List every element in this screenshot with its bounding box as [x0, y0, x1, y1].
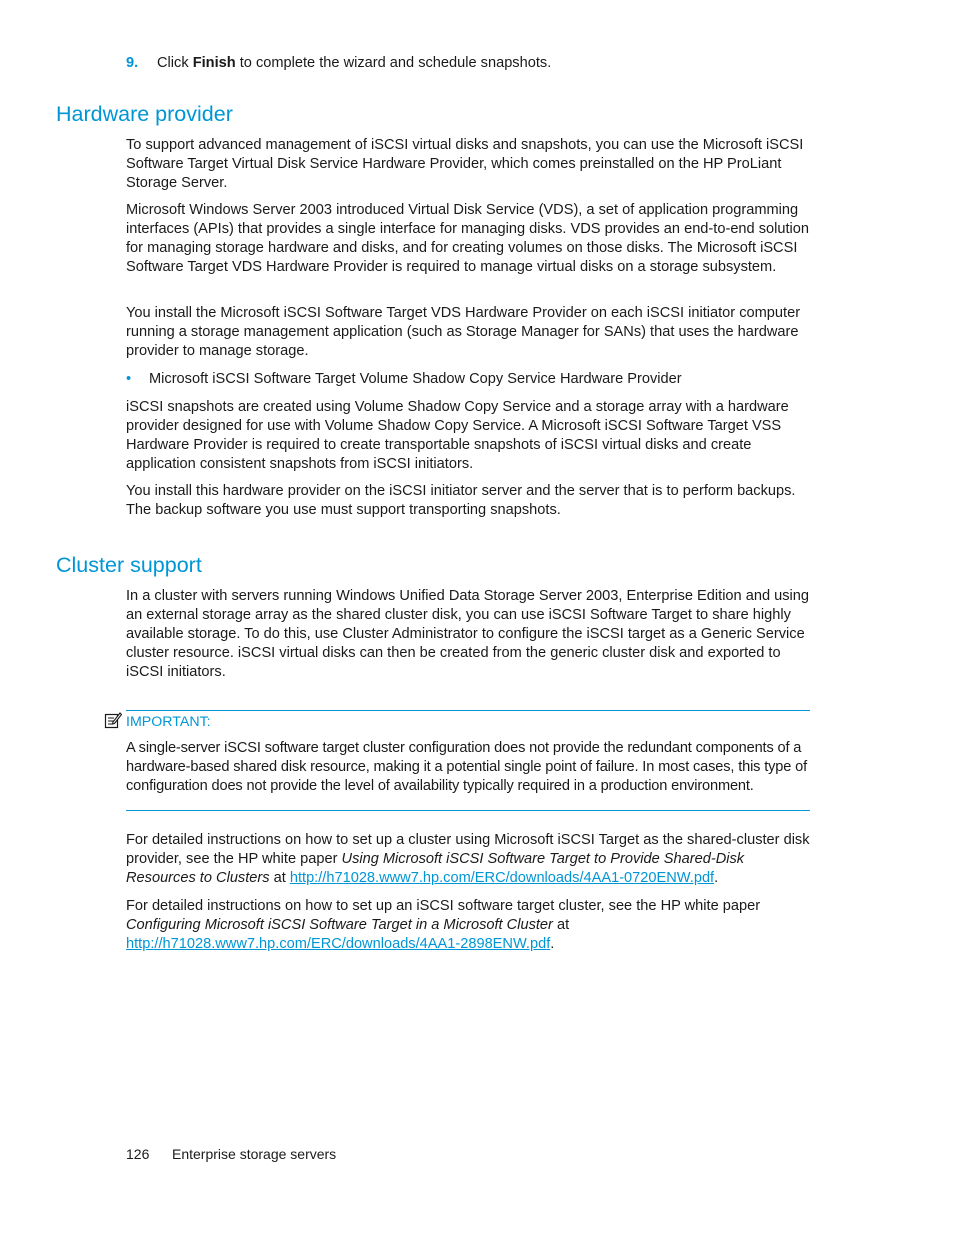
- p3-end: .: [550, 935, 555, 952]
- p3-at: at: [552, 916, 570, 933]
- hw-paragraph-2: Microsoft Windows Server 2003 introduced Virtual Disk Service (VDS), a set of application programming interfaces (APIs) that provides a single interface for managing disks. VDS provides an end-to-end solution for managing storage hardware and disks, and for creating volumes on those disks. The Microsoft iSCSI Software Target VDS Hardware Provider is required to manage virtual disks on a storage subsystem.: [126, 202, 810, 275]
- hw-paragraph-4: iSCSI snapshots are created using Volume Shadow Copy Service and a storage array with a hardware provider designed for use with Volume Shadow Copy Service. A Microsoft iSCSI Software Target VSS Hardware Provider is required to create transportable snapshots of iSCSI virtual disks and create application consistent snapshots from iSCSI initiators.: [126, 399, 789, 472]
- p3-paper-title: Configuring Microsoft iSCSI Software Target in a Microsoft Cluster: [126, 916, 553, 933]
- hw-paragraph-5: You install this hardware provider on the iSCSI initiator server and the server that is to perform backups. The backup software you use must support transporting snapshots.: [126, 483, 796, 518]
- heading-cluster-support: Cluster support: [56, 553, 202, 577]
- hw-paragraph-1: To support advanced management of iSCSI virtual disks and snapshots, you can use the Microsoft iSCSI Software Target Virtual Disk Service Hardware Provider, which comes preinstalled on the HP ProLiant Storage Server.: [126, 137, 804, 191]
- note-top-rule: [126, 710, 810, 711]
- step-text-pre: Click: [157, 55, 193, 71]
- note-pencil-icon: [104, 711, 122, 729]
- finish-term: Finish: [192, 55, 236, 71]
- cluster-paragraph-2: [126, 831, 816, 888]
- page-footer: [126, 1145, 336, 1164]
- p2-at: at: [269, 869, 290, 886]
- cluster-paragraph-1: In a cluster with servers running Windows Unified Data Storage Server 2003, Enterprise Edition and using an external storage array as the shared cluster disk, you can use iSCSI Software Target to share highly available storage. To do this, use Cluster Administrator to configure the iSCSI target as a Generic Service cluster resource. iSCSI virtual disks can then be created from the generic cluster disk and exported to iSCSI initiators.: [126, 588, 810, 680]
- footer-section: Enterprise storage servers: [172, 1146, 337, 1162]
- note-bottom-rule: [126, 810, 810, 811]
- bullet-mark: •: [126, 371, 132, 387]
- p3-text: For detailed instructions on how to set up an iSCSI software target cluster, see the HP white paper: [126, 898, 761, 914]
- step-number: 9.: [126, 55, 139, 71]
- p2-end: .: [714, 869, 719, 886]
- p2-text: For detailed instructions on how to set up a cluster using Microsoft iSCSI Target as the shared-cluster disk provider, see the HP white paper: [126, 832, 810, 867]
- hw-paragraph-3: You install the Microsoft iSCSI Software Target VDS Hardware Provider on each iSCSI initiator computer running a storage management application (such as Storage Manager for SANs) that uses the hardware provider to manage storage.: [126, 305, 801, 359]
- link-4aa1-0720enw[interactable]: http://h71028.www7.hp.com/ERC/downloads/4AA1-0720ENW.pdf: [289, 869, 715, 886]
- p2-paper-title: Using Microsoft iSCSI Software Target to Provide Shared-Disk Resources to Clusters: [126, 850, 745, 886]
- page-number: 126: [126, 1146, 150, 1162]
- bullet-item: [126, 370, 682, 389]
- link-4aa1-2898enw[interactable]: http://h71028.www7.hp.com/ERC/downloads/4AA1-2898ENW.pdf: [126, 935, 551, 952]
- important-text: A single-server iSCSI software target cluster configuration does not provide the redundant components of a hardware-based shared disk resource, making it a potential single point of failure. In most cases, this type of configuration does not provide the level of availability typically required in a production environment.: [126, 740, 807, 794]
- step-9: [126, 54, 551, 73]
- heading-hardware-provider: Hardware provider: [56, 102, 233, 126]
- step-text-post: to complete the wizard and schedule snapshots.: [235, 55, 552, 71]
- cluster-paragraph-3: [126, 897, 816, 954]
- important-label: IMPORTANT:: [126, 714, 211, 730]
- bullet-text: Microsoft iSCSI Software Target Volume Shadow Copy Service Hardware Provider: [149, 371, 682, 387]
